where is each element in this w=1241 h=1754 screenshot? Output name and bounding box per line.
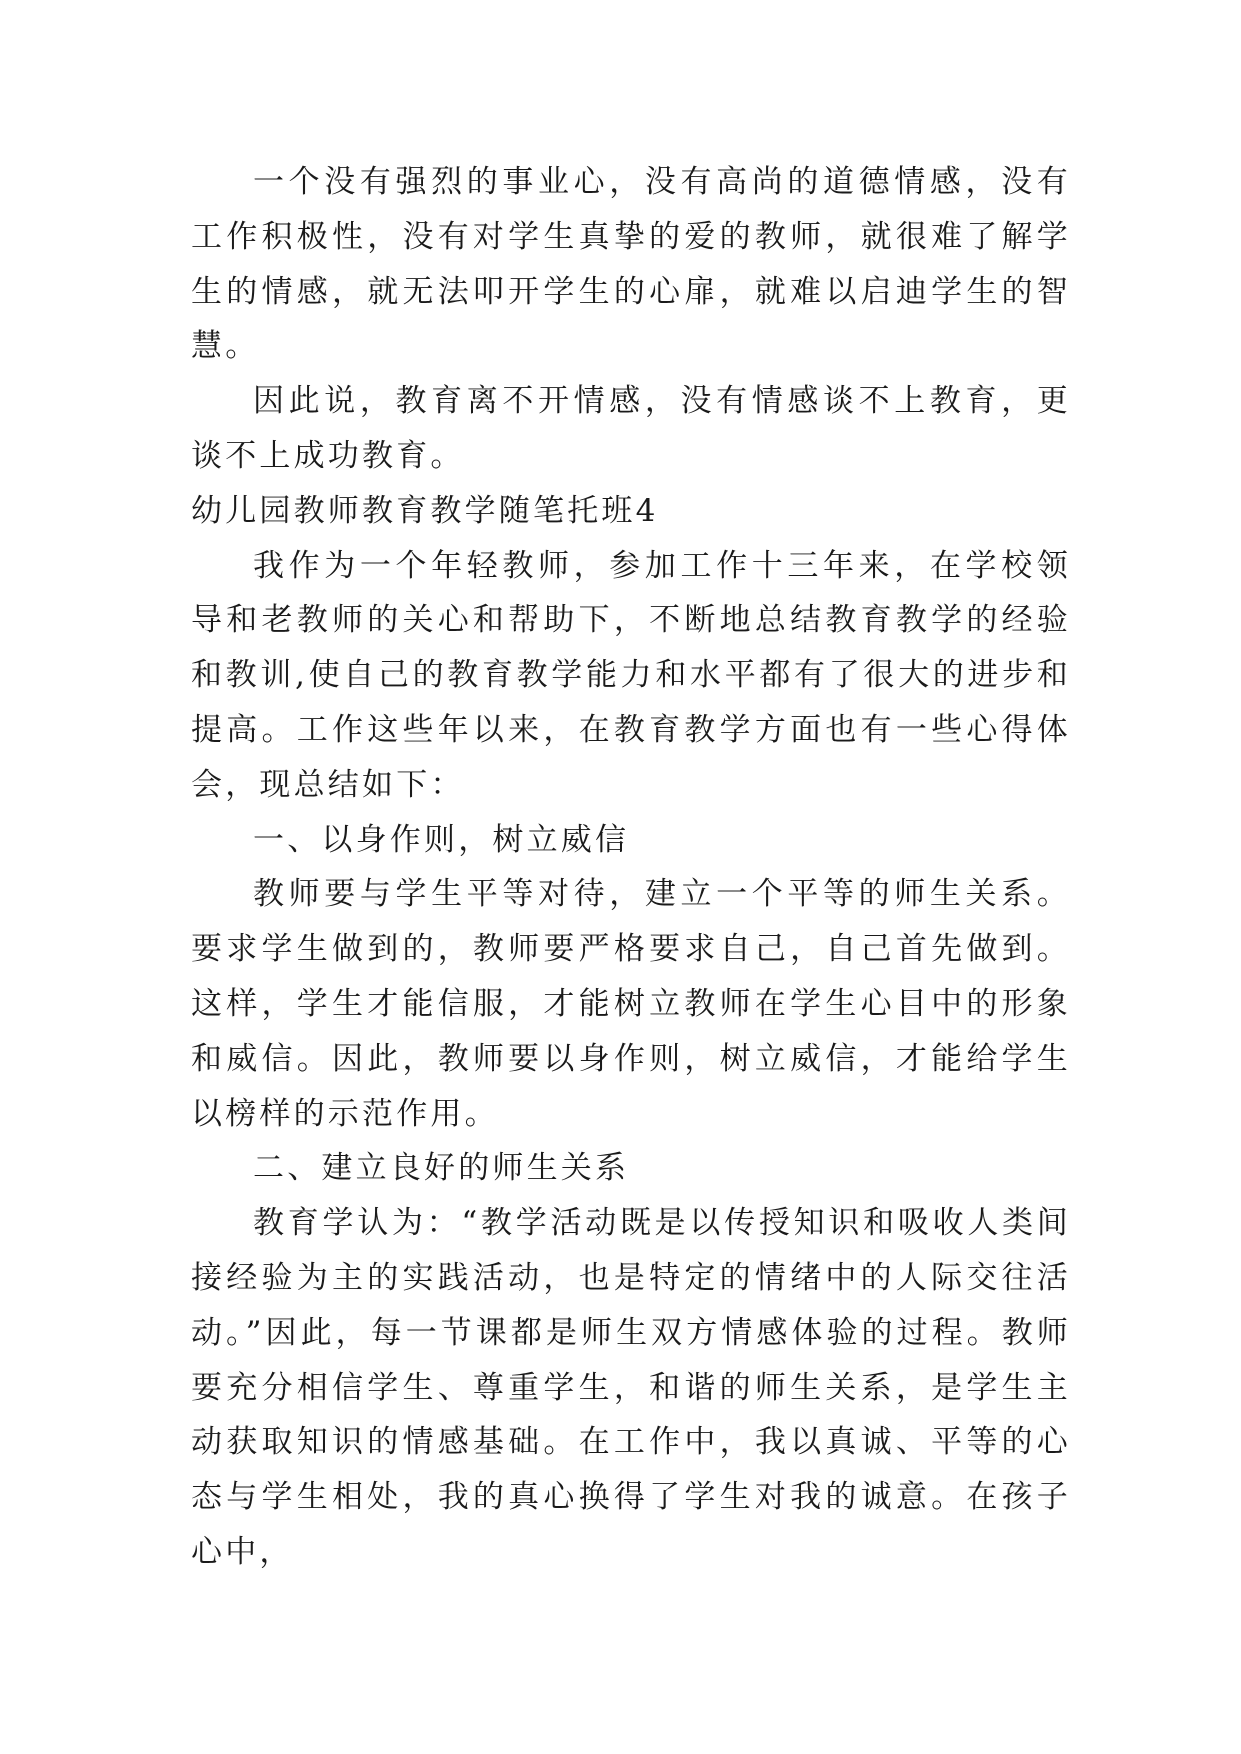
heading-teacher-student-relationship: 二、建立良好的师生关系	[253, 1150, 630, 1187]
heading-lead-by-example: 一、以身作则，树立威信	[253, 821, 630, 858]
paragraph-teacher-student-relationship: 教育学认为：“教学活动既是以传授知识和吸收人类间接经验为主的实践活动，也是特定的情绪中的人际交往活动。”因此，每一节课都是师生双方情感体验的过程。教师要充分相信学生、尊重学生，和谐的师生关系，是学生主动获取知识的情感基础。在工作中，我以真诚、平等的心态与学生相处，我的真心换得了学生对我的诚意。在孩子心中，	[191, 1205, 1071, 1570]
section-title: 幼儿园教师教育教学随笔托班4	[191, 492, 659, 529]
paragraph-intro: 我作为一个年轻教师，参加工作十三年来，在学校领导和老教师的关心和帮助下，不断地总结教育教学的经验和教训,使自己的教育教学能力和水平都有了很大的进步和提高。工作这些年以来，在教育教学方面也有一些心得体会，现总结如下：	[191, 547, 1071, 803]
paragraph-lead-by-example: 教师要与学生平等对待，建立一个平等的师生关系。要求学生做到的，教师要严格要求自己，自己首先做到。这样，学生才能信服，才能树立教师在学生心目中的形象和威信。因此，教师要以身作则，树立威信，才能给学生以榜样的示范作用。	[191, 876, 1071, 1132]
paragraph-conclusion: 因此说，教育离不开情感，没有情感谈不上教育，更谈不上成功教育。	[191, 383, 1071, 474]
paragraph-emotion-importance: 一个没有强烈的事业心，没有高尚的道德情感，没有工作积极性，没有对学生真挚的爱的教师，就很难了解学生的情感，就无法叩开学生的心扉，就难以启迪学生的智慧。	[191, 164, 1071, 365]
document-body	[191, 155, 1071, 1580]
